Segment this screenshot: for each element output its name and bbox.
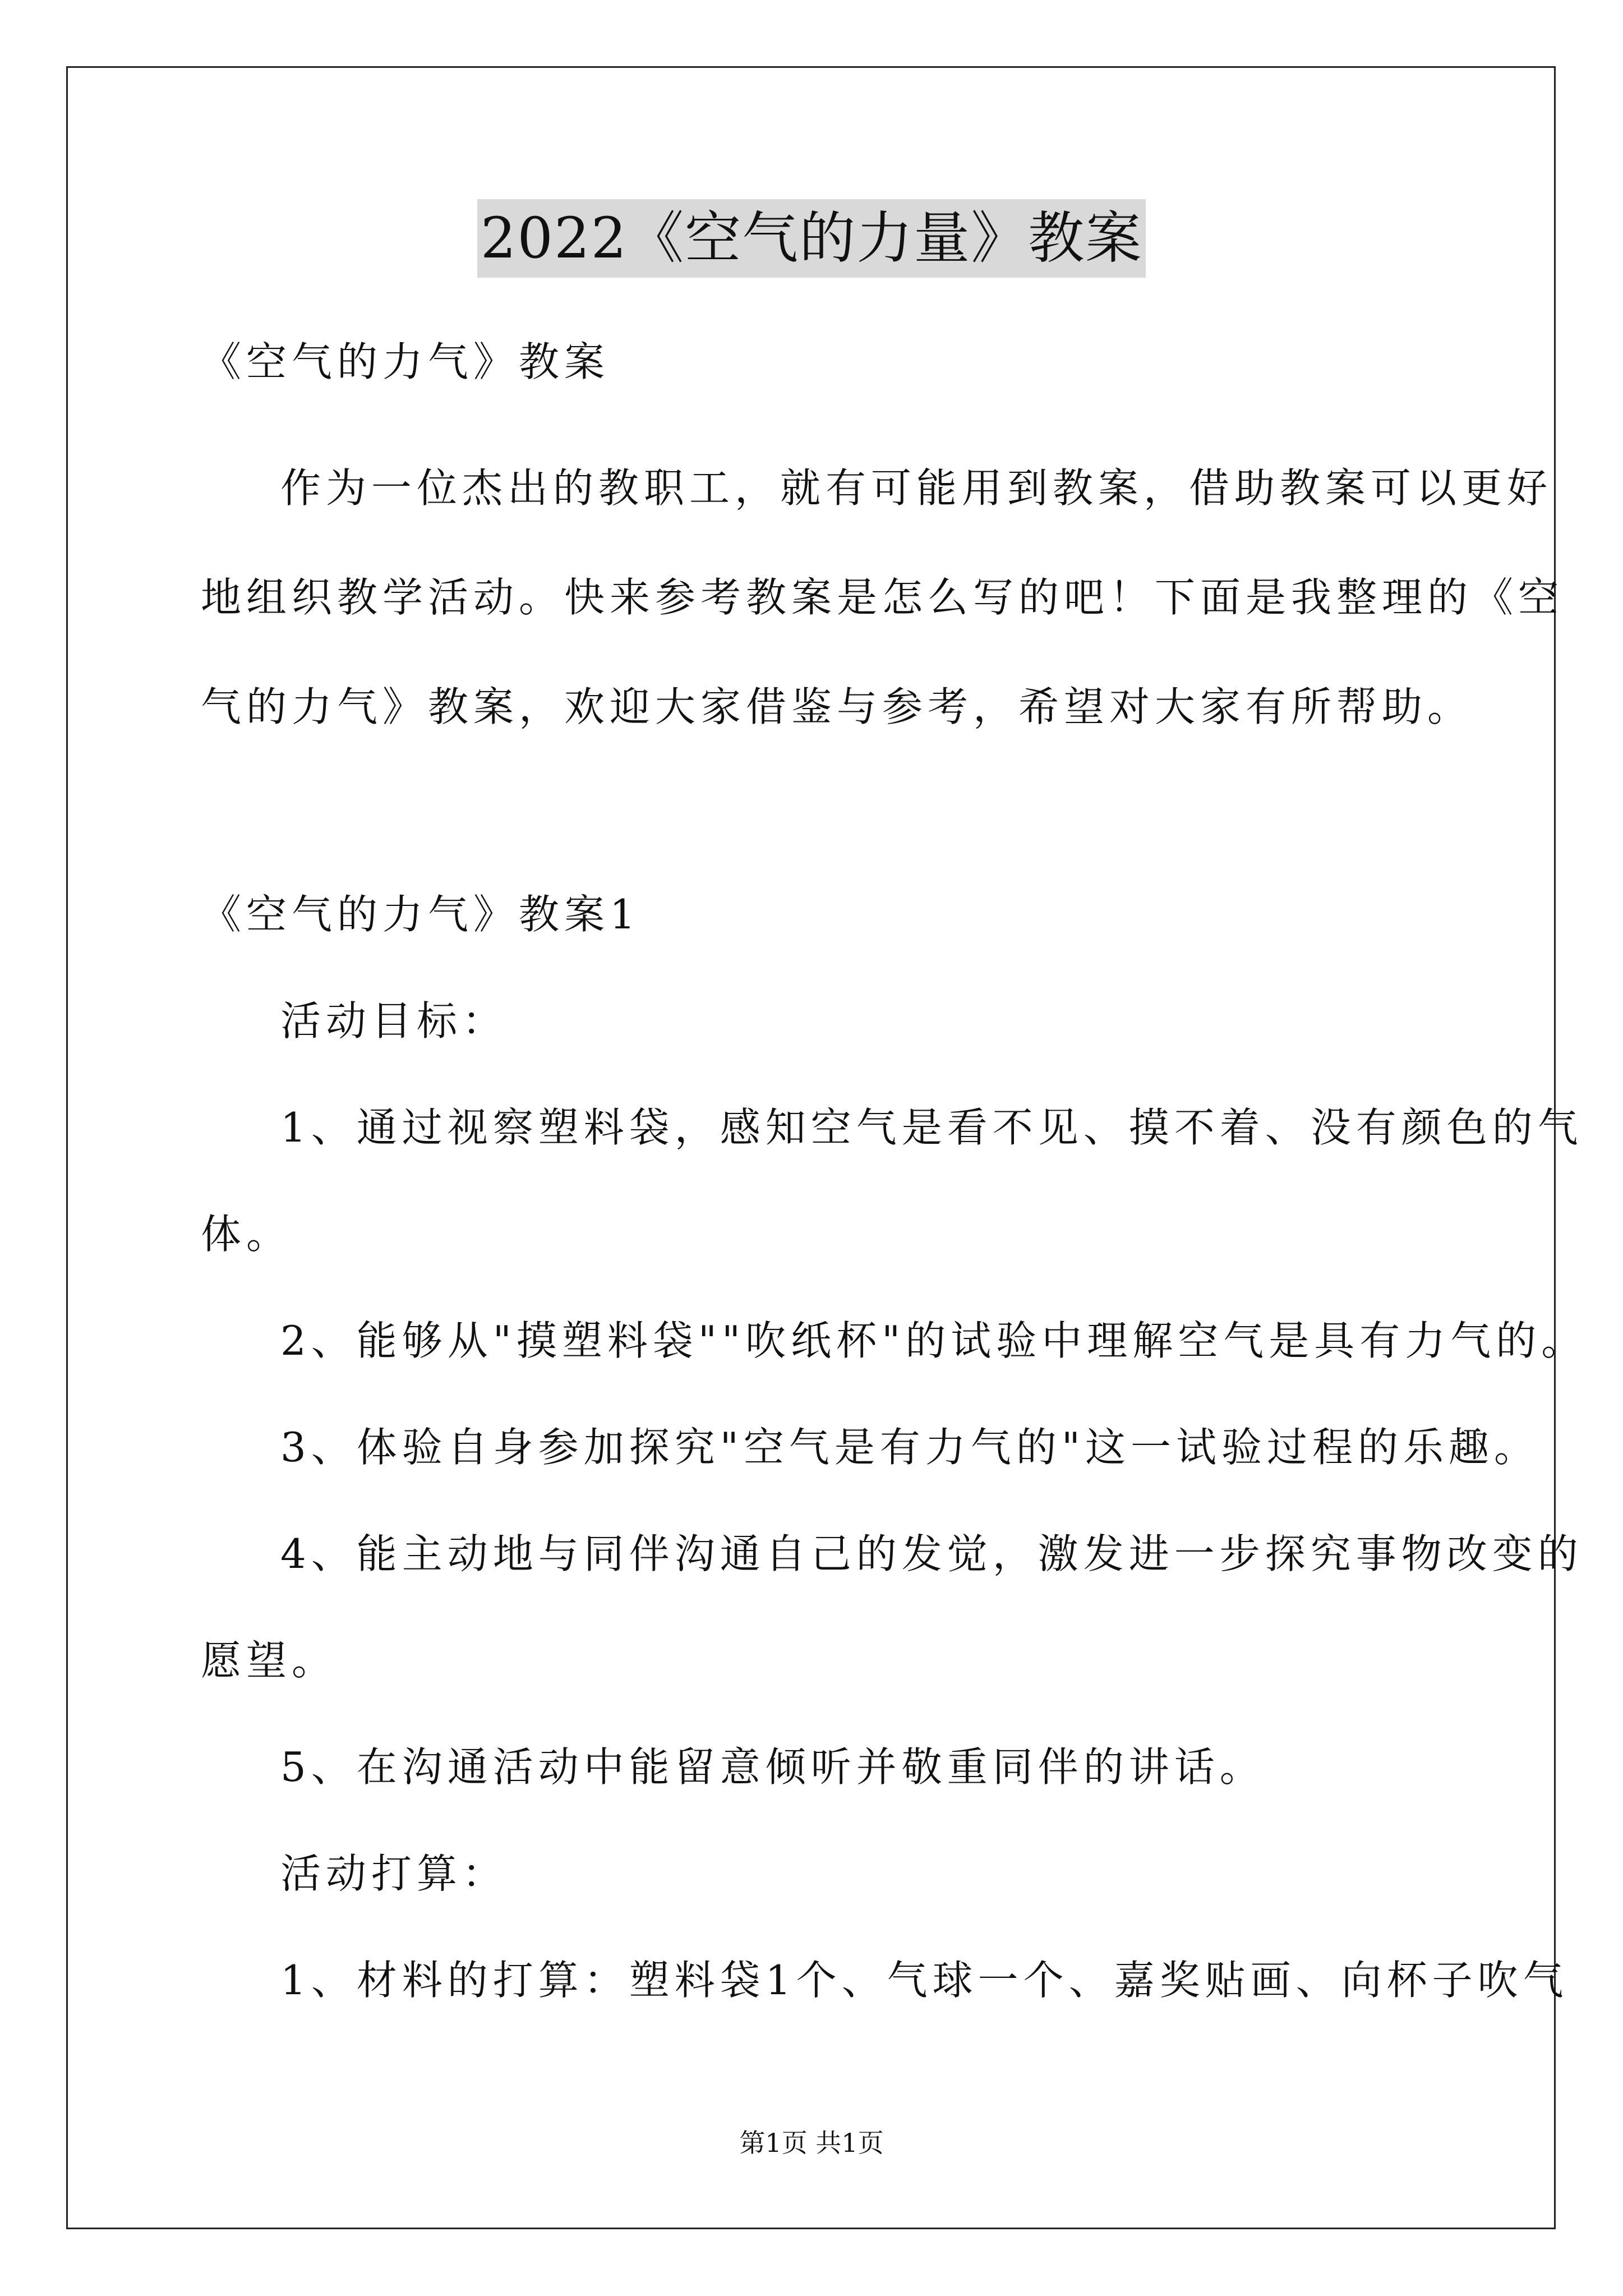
paragraph-line: 活动打算： <box>280 1850 508 1897</box>
paragraph-line: 体。 <box>201 1211 292 1258</box>
paragraph-line: 愿望。 <box>201 1637 338 1684</box>
subtitle: 《空气的力气》教案 <box>201 338 610 385</box>
paragraph-line: 1、材料的打算：塑料袋1个、气球一个、嘉奖贴画、向杯子吹气 <box>280 1957 1569 2004</box>
paragraph-line: 活动目标： <box>280 997 508 1045</box>
paragraph-line: 5、在沟通活动中能留意倾听并敬重同伴的讲话。 <box>280 1743 1265 1791</box>
paragraph-line: 作为一位杰出的教职工，就有可能用到教案，借助教案可以更好 <box>280 464 1553 512</box>
title-container <box>0 199 1623 278</box>
document-title: 2022《空气的力量》教案 <box>477 199 1146 278</box>
paragraph-line: 4、能主动地与同伴沟通自己的发觉，激发进一步探究事物改变的 <box>280 1530 1583 1577</box>
paragraph-line: 气的力气》教案，欢迎大家借鉴与参考，希望对大家有所帮助。 <box>201 683 1473 730</box>
section-heading: 《空气的力气》教案1 <box>201 891 640 938</box>
paragraph-line: 1、通过视察塑料袋，感知空气是看不见、摸不着、没有颜色的气 <box>280 1104 1583 1151</box>
paragraph-line: 3、体验自身参加探究"空气是有力气的"这一试验过程的乐趣。 <box>280 1424 1540 1471</box>
paragraph-line: 地组织教学活动。快来参考教案是怎么写的吧！下面是我整理的《空 <box>201 574 1564 621</box>
page-footer: 第1页 共1页 <box>739 2128 884 2158</box>
paragraph-line: 2、能够从"摸塑料袋""吹纸杯"的试验中理解空气是具有力气的。 <box>280 1317 1587 1364</box>
